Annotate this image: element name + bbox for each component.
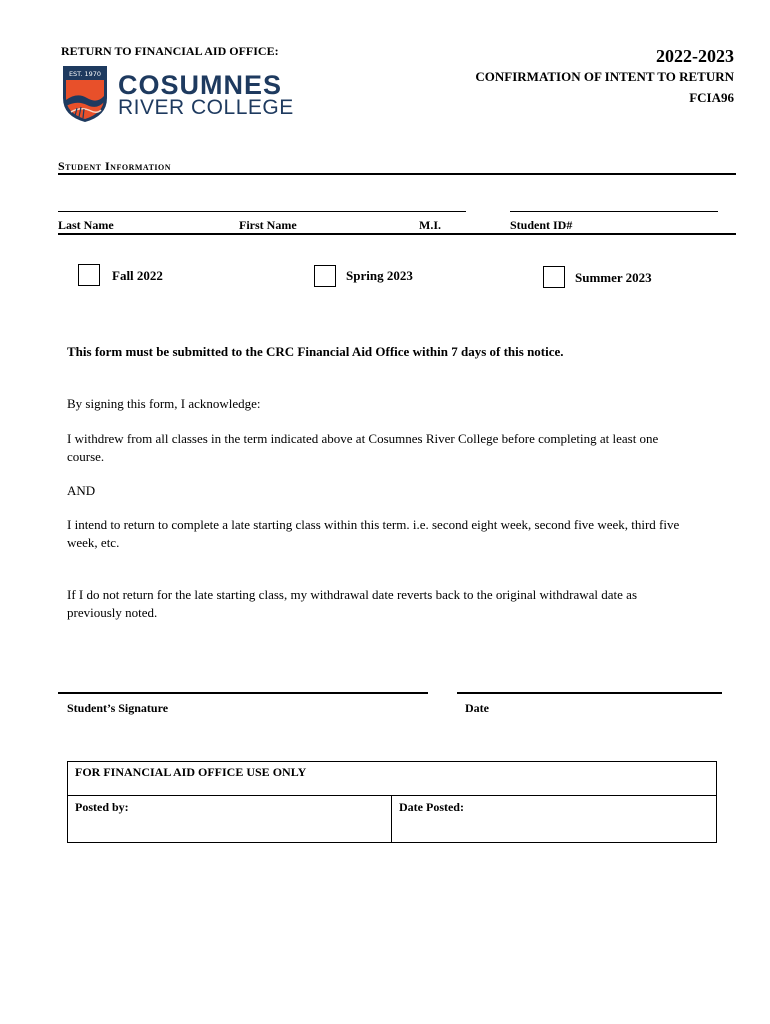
last-name-label: Last Name bbox=[58, 218, 114, 232]
logo-name-line1: COSUMNES bbox=[118, 70, 283, 100]
date-posted-label: Date Posted: bbox=[399, 800, 464, 814]
student-id-label: Student ID# bbox=[510, 218, 573, 232]
term-label-fall: Fall 2022 bbox=[112, 268, 163, 283]
and-text: AND bbox=[67, 483, 96, 498]
mi-label: M.I. bbox=[419, 218, 441, 232]
posted-by-label: Posted by: bbox=[75, 800, 129, 814]
section-divider bbox=[58, 173, 736, 175]
form-code: FCIA96 bbox=[689, 90, 734, 105]
logo-est-text: EST. 1970 bbox=[68, 70, 102, 78]
college-logo bbox=[61, 64, 301, 124]
student-signature-label: Student’s Signature bbox=[67, 701, 169, 715]
info-bottom-rule bbox=[58, 233, 736, 235]
student-id-entry-line[interactable] bbox=[510, 211, 718, 212]
logo-name-line2: RIVER COLLEGE bbox=[118, 96, 294, 119]
date-posted-field[interactable] bbox=[392, 796, 716, 843]
college-shield-icon bbox=[61, 64, 109, 124]
checkbox-spring-2023[interactable] bbox=[314, 265, 336, 287]
office-use-box bbox=[67, 761, 717, 843]
name-entry-line[interactable] bbox=[58, 211, 466, 212]
checkbox-summer-2023[interactable] bbox=[543, 266, 565, 288]
form-title: CONFIRMATION OF INTENT TO RETURN bbox=[475, 69, 734, 84]
acknowledge-text: By signing this form, I acknowledge: bbox=[67, 396, 261, 411]
posted-by-field[interactable] bbox=[68, 796, 392, 843]
academic-year: 2022-2023 bbox=[656, 46, 734, 66]
intend-statement: I intend to return to complete a late starting class within this term. i.e. second eight week, second five week, third five week, etc. bbox=[67, 517, 680, 550]
section-title-student-info: Student Information bbox=[58, 159, 172, 173]
submission-notice: This form must be submitted to the CRC Financial Aid Office within 7 days of this notice. bbox=[67, 344, 564, 359]
return-to-label: RETURN TO FINANCIAL AID OFFICE: bbox=[61, 44, 279, 58]
withdrew-statement: I withdrew from all classes in the term indicated above at Cosumnes River College before completing at least one course. bbox=[67, 431, 659, 464]
checkbox-fall-2022[interactable] bbox=[78, 264, 100, 286]
term-label-summer: Summer 2023 bbox=[575, 270, 652, 285]
office-use-title: FOR FINANCIAL AID OFFICE USE ONLY bbox=[68, 762, 716, 796]
revert-statement: If I do not return for the late starting class, my withdrawal date reverts back to the original withdrawal date as previously noted. bbox=[67, 587, 638, 620]
signature-line[interactable] bbox=[58, 692, 428, 694]
date-line[interactable] bbox=[457, 692, 722, 694]
date-label: Date bbox=[465, 701, 489, 715]
first-name-label: First Name bbox=[239, 218, 297, 232]
term-label-spring: Spring 2023 bbox=[346, 268, 413, 283]
